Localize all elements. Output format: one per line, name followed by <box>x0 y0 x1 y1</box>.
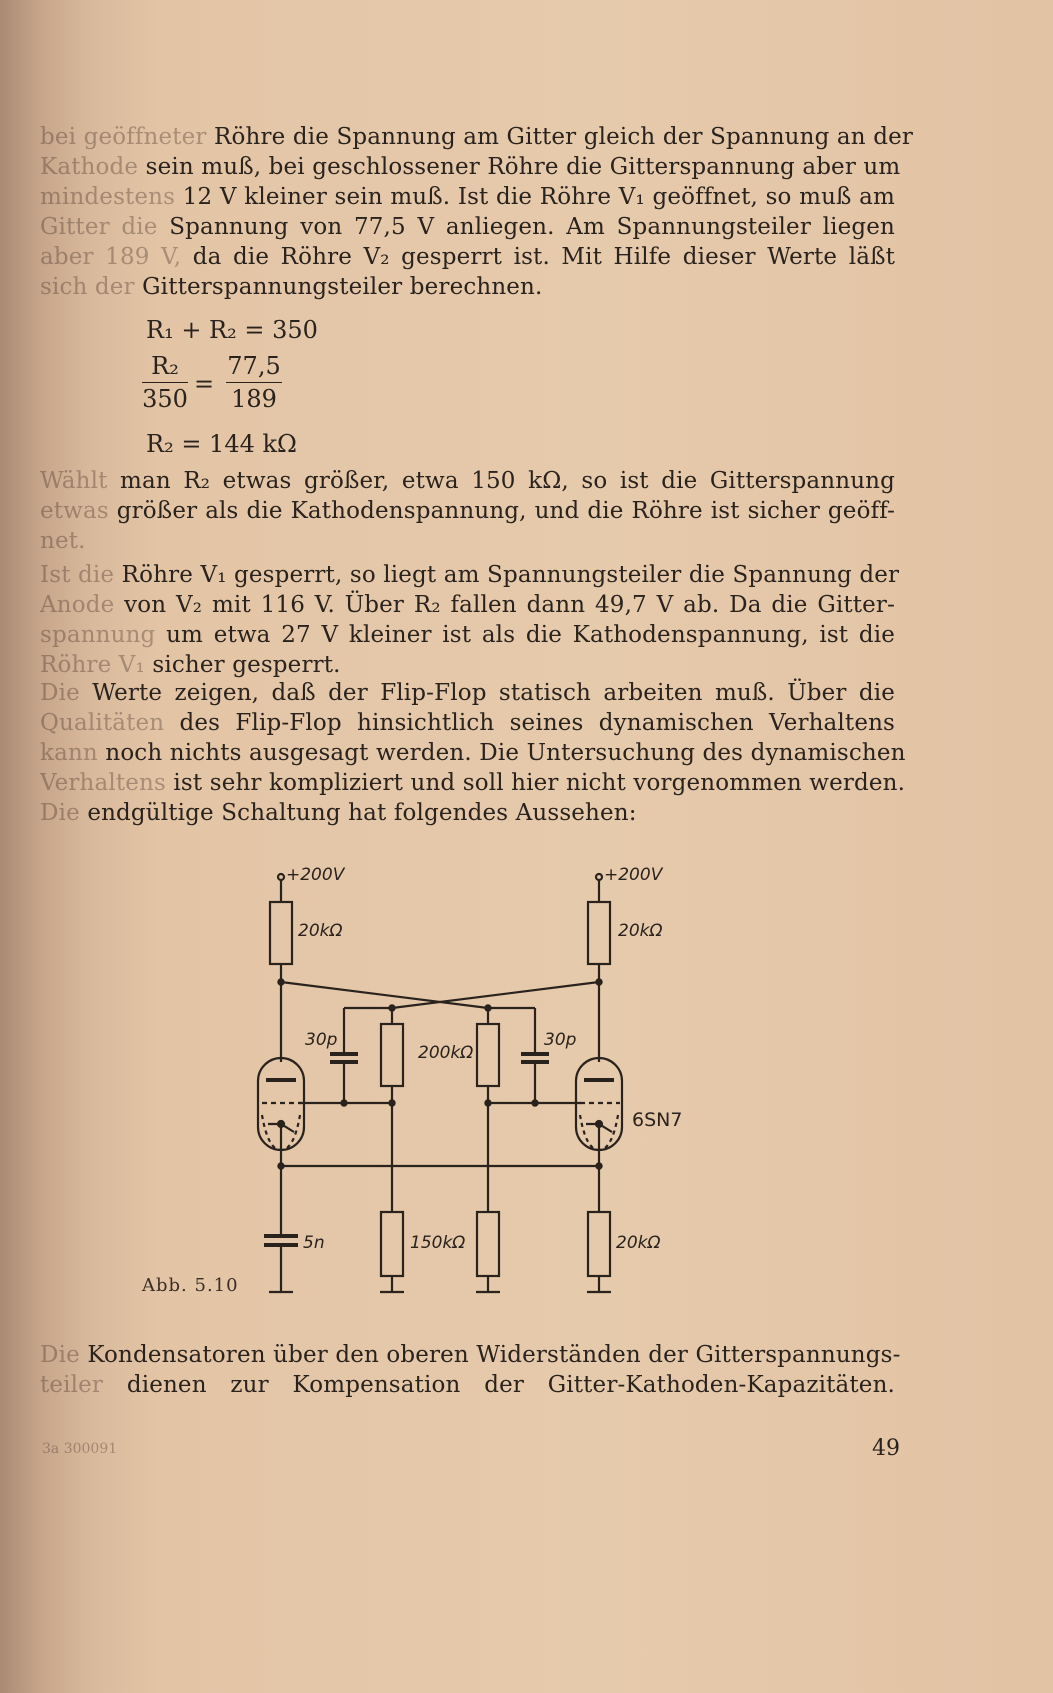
text-line: Kathode sein muß, bei geschlossener Röhre die Gitterspannung aber um <box>40 154 901 180</box>
cathode-resistor <box>588 1212 610 1276</box>
grid-resistor-upper-left <box>381 1024 403 1086</box>
grid-resistor-upper-label: 200kΩ <box>418 1043 474 1063</box>
anode-resistor-right-label: 20kΩ <box>618 921 663 941</box>
anode-resistor-left-label: 20kΩ <box>298 921 343 941</box>
text-line: Anode von V₂ mit 116 V. Über R₂ fallen dann 49,7 V ab. Da die Gitter- <box>40 592 895 618</box>
figure-caption: Abb. 5.10 <box>142 1275 239 1296</box>
paragraph-capacitor-compensation <box>40 1340 901 1400</box>
text-line: spannung um etwa 27 V kleiner ist als die Kathodenspannung, ist die <box>40 622 895 648</box>
text-line: etwas größer als die Kathodenspannung, und die Röhre ist sicher geöff- <box>40 498 895 524</box>
text-line: bei geöffneter Röhre die Spannung am Gitter gleich der Spannung an der <box>40 124 913 150</box>
fraction-numerator: R₂ <box>151 352 179 380</box>
grid-resistor-lower-right <box>477 1212 499 1276</box>
grid-resistor-upper-right <box>477 1024 499 1086</box>
text-line: Röhre V₁ sicher gesperrt. <box>40 652 341 678</box>
anode-resistor-left <box>270 902 292 964</box>
text-line: Verhaltens ist sehr kompliziert und soll hier nicht vorgenommen werden. <box>40 770 906 796</box>
fraction-denominator: 189 <box>231 385 277 413</box>
fraction-denominator: 350 <box>142 385 188 413</box>
text-line: kann noch nichts ausgesagt werden. Die Untersuchung des dynamischen <box>40 740 906 766</box>
supply-terminal-right <box>596 874 602 880</box>
capacitor-right-label: 30p <box>544 1030 577 1050</box>
text-line: Qualitäten des Flip-Flop hinsichtlich seines dynamischen Verhaltens <box>40 710 895 736</box>
capacitor-left-label: 30p <box>305 1030 338 1050</box>
text-line: Die Kondensatoren über den oberen Widerständen der Gitterspannungs- <box>40 1342 901 1368</box>
fraction-numerator: 77,5 <box>227 352 281 380</box>
text-line: Wählt man R₂ etwas größer, etwa 150 kΩ, so ist die Gitterspannung <box>40 468 895 494</box>
text-line: Die endgültige Schaltung hat folgendes Aussehen: <box>40 800 637 826</box>
supply-terminal-left <box>278 874 284 880</box>
equation-result: R₂ = 144 kΩ <box>146 430 297 458</box>
grid-resistor-lower-left <box>381 1212 403 1276</box>
text-line: teiler dienen zur Kompensation der Gitter-Kathoden-Kapazitäten. <box>40 1372 895 1398</box>
text-line: Ist die Röhre V₁ gesperrt, so liegt am Spannungsteiler die Spannung der <box>40 562 900 588</box>
supply-label-left: +200V <box>286 865 345 885</box>
tube-type-label: 6SN7 <box>632 1109 683 1131</box>
supply-label-right: +200V <box>604 865 663 885</box>
text-line: sich der Gitterspannungsteiler berechnen. <box>40 274 543 300</box>
text-line: net. <box>40 528 86 554</box>
cathode-capacitor-label: 5n <box>303 1233 325 1253</box>
text-line: mindestens 12 V kleiner sein muß. Ist die Röhre V₁ geöffnet, so muß am <box>40 184 895 210</box>
grid-resistor-lower-label: 150kΩ <box>410 1233 466 1253</box>
print-signature: 3a 300091 <box>42 1441 118 1457</box>
text-line: aber 189 V, da die Röhre V₂ gesperrt ist. Mit Hilfe dieser Werte läßt <box>40 244 895 270</box>
text-line: Die Werte zeigen, daß der Flip-Flop statisch arbeiten muß. Über die <box>40 680 895 706</box>
cathode-resistor-label: 20kΩ <box>616 1233 661 1253</box>
equals-sign: = <box>194 370 215 398</box>
page-number: 49 <box>872 1436 900 1461</box>
text-line: Gitter die Spannung von 77,5 V anliegen. Am Spannungsteiler liegen <box>40 214 895 240</box>
equation-sum: R₁ + R₂ = 350 <box>146 316 318 344</box>
anode-resistor-right <box>588 902 610 964</box>
